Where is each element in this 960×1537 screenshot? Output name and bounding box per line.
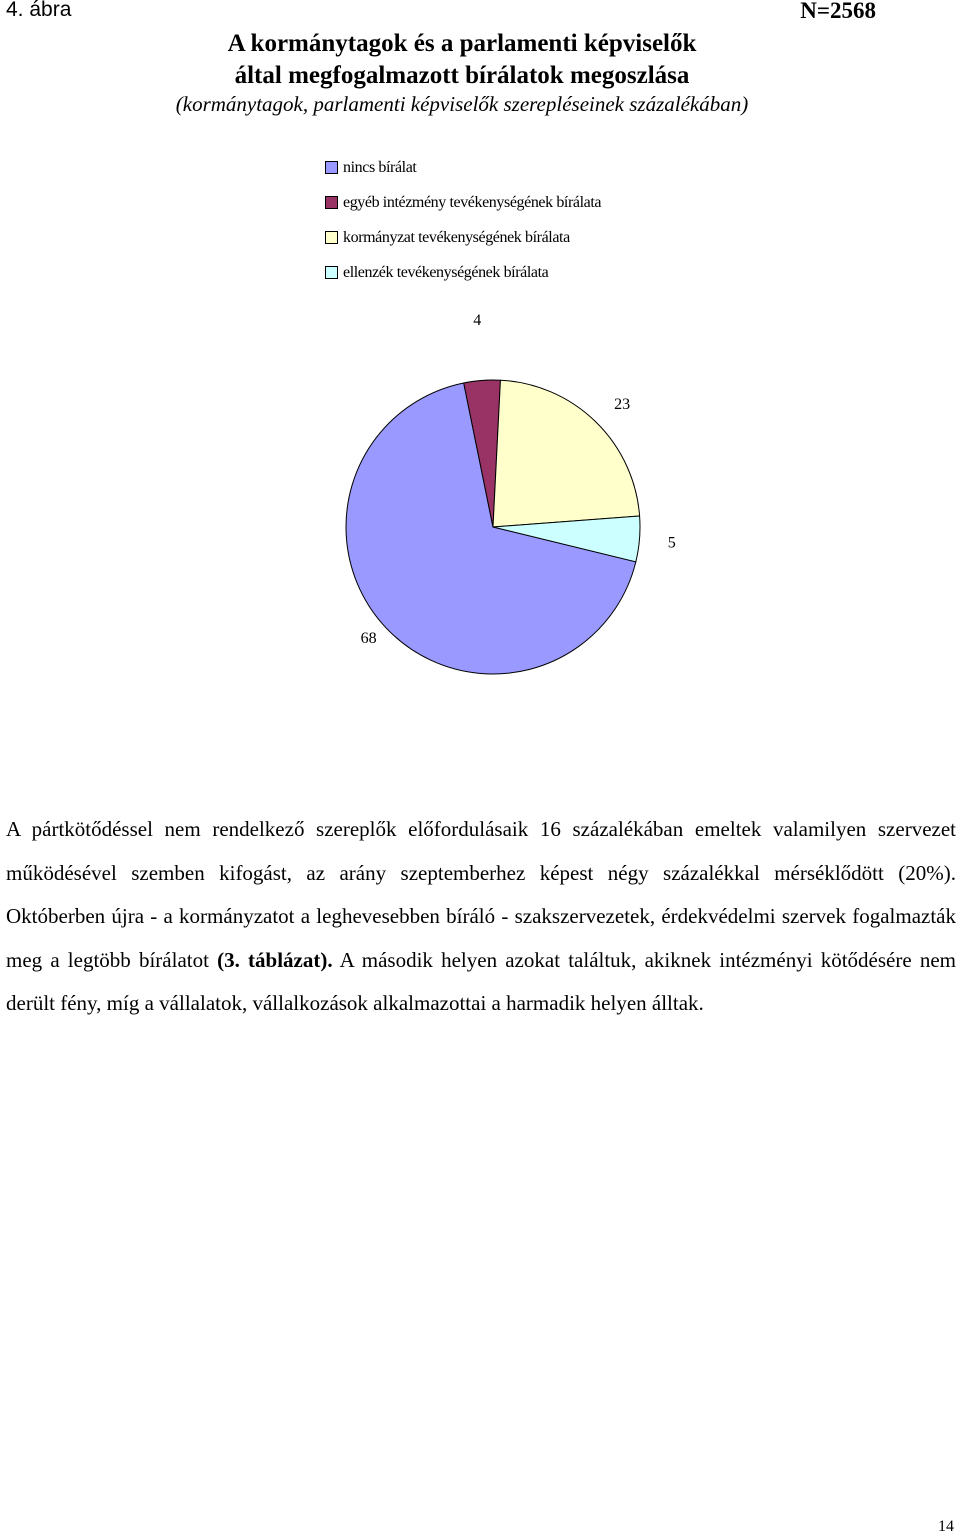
legend-label: egyéb intézmény tevékenységének bírálata xyxy=(343,193,602,211)
sample-size-label: N=2568 xyxy=(800,0,876,23)
legend-label: ellenzék tevékenységének bírálata xyxy=(343,263,549,281)
data-label: 68 xyxy=(360,630,377,648)
table-reference: (3. táblázat). xyxy=(217,947,333,972)
chart-title-line1: A kormánytagok és a parlamenti képviselők xyxy=(227,30,697,57)
paragraph-text-2: A második helyen azokat találtuk, akiknek intézményi kötődésére nem derült fény, míg a vállalatok, vállalkozások alkalmazottai a harmadik helyen álltak. xyxy=(6,947,956,1015)
legend-label: nincs bírálat xyxy=(343,158,417,176)
data-label: 5 xyxy=(667,534,676,552)
figure-label: 4. ábra xyxy=(6,0,72,21)
data-label: 23 xyxy=(614,395,631,413)
data-label: 4 xyxy=(473,311,482,329)
page-number: 14 xyxy=(938,1518,954,1535)
body-paragraph xyxy=(6,808,956,1026)
pie-chart xyxy=(0,0,960,760)
chart-title-line2: által megfogalmazott bírálatok megoszlása xyxy=(234,62,690,89)
chart-subtitle: (kormánytagok, parlamenti képviselők szerepléseinek százalékában) xyxy=(175,92,749,116)
paragraph-text-1: A pártkötődéssel nem rendelkező szereplők előfordulásaik 16 százalékában emeltek valamilyen szervezet működésével szemben kifogást, az arány szeptemberhez képest négy százalékkal mérséklődött (20%). Októberben újra - a kormányzatot a leghevesebben bíráló - szakszervezetek, érdekvédelmi szervek fogalmazták meg a legtöbb bírálatot xyxy=(6,817,956,972)
legend-label: kormányzat tevékenységének bírálata xyxy=(343,228,570,246)
